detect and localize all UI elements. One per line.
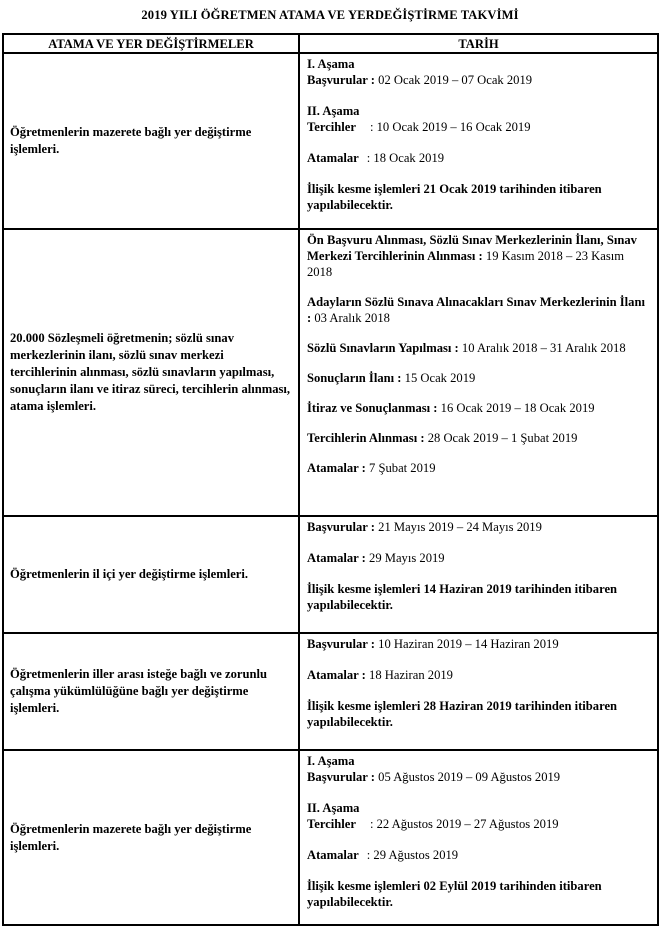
date-cell <box>299 229 658 516</box>
operation-cell: 20.000 Sözleşmeli öğretmenin; sözlü sınav merkezlerinin ilanı, sözlü sınav merkezi tercihlerinin alınması, sözlü sınavların yapılması, sonuçların ilanı ve itiraz süreci, tercihlerin alınması, atama işlemleri. <box>3 229 299 516</box>
stage-label: II. Aşama <box>307 104 360 118</box>
entry-value: : 22 Ağustos 2019 – 27 Ağustos 2019 <box>369 817 559 831</box>
header-date: TARİH <box>299 34 658 53</box>
clearance-note: İlişik kesme işlemleri 21 Ocak 2019 tarihinden itibaren yapılabilecektir. <box>307 182 602 212</box>
operation-cell: Öğretmenlerin il içi yer değiştirme işlemleri. <box>3 516 299 633</box>
schedule-line <box>307 430 651 446</box>
entry-label: Tercihlerin Alınması : <box>307 431 425 445</box>
entry-label: İtiraz ve Sonuçlanması : <box>307 401 438 415</box>
schedule-line <box>307 460 651 476</box>
table-row <box>3 53 658 229</box>
schedule-line <box>307 847 651 863</box>
entry-label: Sözlü Sınavların Yapılması : <box>307 341 459 355</box>
entry-value: 7 Şubat 2019 <box>369 461 436 475</box>
schedule-line <box>307 72 651 88</box>
page-title: 2019 YILI ÖĞRETMEN ATAMA VE YERDEĞİŞTİRME TAKVİMİ <box>141 8 519 22</box>
entry-value: 19 Kasım 2018 – 23 Kasım 2018 <box>307 249 625 279</box>
table-row <box>3 516 658 633</box>
schedule-line <box>307 667 651 683</box>
entry-value: 16 Ocak 2019 – 18 Ocak 2019 <box>440 401 595 415</box>
entry-value: : 10 Ocak 2019 – 16 Ocak 2019 <box>369 120 531 134</box>
entry-value: : 18 Ocak 2019 <box>366 151 445 165</box>
schedule-line <box>307 340 651 356</box>
entry-label: Atamalar <box>307 151 359 165</box>
entry-value: : 29 Ağustos 2019 <box>366 848 459 862</box>
entry-label: Ön Başvuru Alınması, Sözlü Sınav Merkezlerinin İlanı, Sınav Merkezi Tercihlerinin Alınması : <box>307 233 637 263</box>
entry-label: Tercihler <box>307 120 356 134</box>
schedule-line <box>307 636 651 652</box>
entry-value: 15 Ocak 2019 <box>404 371 476 385</box>
entry-label: Atamalar : <box>307 461 366 475</box>
table-row <box>3 750 658 925</box>
entry-value: 02 Ocak 2019 – 07 Ocak 2019 <box>378 73 533 87</box>
date-cell <box>299 750 658 925</box>
header-operations: ATAMA VE YER DEĞİŞTİRMELER <box>3 34 299 53</box>
schedule-line <box>307 294 651 326</box>
stage-label: I. Aşama <box>307 57 355 71</box>
entry-value: 10 Haziran 2019 – 14 Haziran 2019 <box>378 637 559 651</box>
operation-cell: Öğretmenlerin iller arası isteğe bağlı ve zorunlu çalışma yükümlülüğüne bağlı yer değiştirme işlemleri. <box>3 633 299 750</box>
entry-label: Tercihler <box>307 817 356 831</box>
entry-value: 10 Aralık 2018 – 31 Aralık 2018 <box>461 341 626 355</box>
schedule-line <box>307 370 651 386</box>
entry-value: 18 Haziran 2019 <box>369 668 453 682</box>
entry-label: Atamalar : <box>307 551 366 565</box>
schedule-line <box>307 150 651 166</box>
entry-label: Başvurular : <box>307 520 375 534</box>
operation-cell: Öğretmenlerin mazerete bağlı yer değiştirme işlemleri. <box>3 53 299 229</box>
clearance-note: İlişik kesme işlemleri 14 Haziran 2019 tarihinden itibaren yapılabilecektir. <box>307 582 618 612</box>
entry-label: Atamalar : <box>307 668 366 682</box>
entry-label: Adayların Sözlü Sınava Alınacakları Sınav Merkezlerinin İlanı : <box>307 295 645 325</box>
entry-value: 29 Mayıs 2019 <box>369 551 445 565</box>
schedule-line <box>307 519 651 535</box>
operation-cell: Öğretmenlerin mazerete bağlı yer değiştirme işlemleri. <box>3 750 299 925</box>
date-cell <box>299 633 658 750</box>
schedule-line <box>307 232 651 280</box>
entry-label: Başvurular : <box>307 770 375 784</box>
table-row <box>3 633 658 750</box>
table-row <box>3 229 658 516</box>
clearance-note: İlişik kesme işlemleri 02 Eylül 2019 tarihinden itibaren yapılabilecektir. <box>307 879 602 909</box>
date-cell <box>299 53 658 229</box>
entry-value: 21 Mayıs 2019 – 24 Mayıs 2019 <box>378 520 542 534</box>
table-header-row <box>3 34 658 53</box>
date-cell <box>299 516 658 633</box>
entry-label: Başvurular : <box>307 637 375 651</box>
entry-value: 05 Ağustos 2019 – 09 Ağustos 2019 <box>378 770 561 784</box>
schedule-line <box>307 119 651 135</box>
schedule-line <box>307 400 651 416</box>
entry-value: 28 Ocak 2019 – 1 Şubat 2019 <box>427 431 578 445</box>
schedule-line <box>307 550 651 566</box>
stage-label: II. Aşama <box>307 801 360 815</box>
schedule-line <box>307 769 651 785</box>
entry-value: 03 Aralık 2018 <box>314 311 390 325</box>
clearance-note: İlişik kesme işlemleri 28 Haziran 2019 tarihinden itibaren yapılabilecektir. <box>307 699 618 729</box>
calendar-table <box>2 33 659 926</box>
entry-label: Atamalar <box>307 848 359 862</box>
stage-label: I. Aşama <box>307 754 355 768</box>
entry-label: Sonuçların İlanı : <box>307 371 402 385</box>
entry-label: Başvurular : <box>307 73 375 87</box>
schedule-line <box>307 816 651 832</box>
